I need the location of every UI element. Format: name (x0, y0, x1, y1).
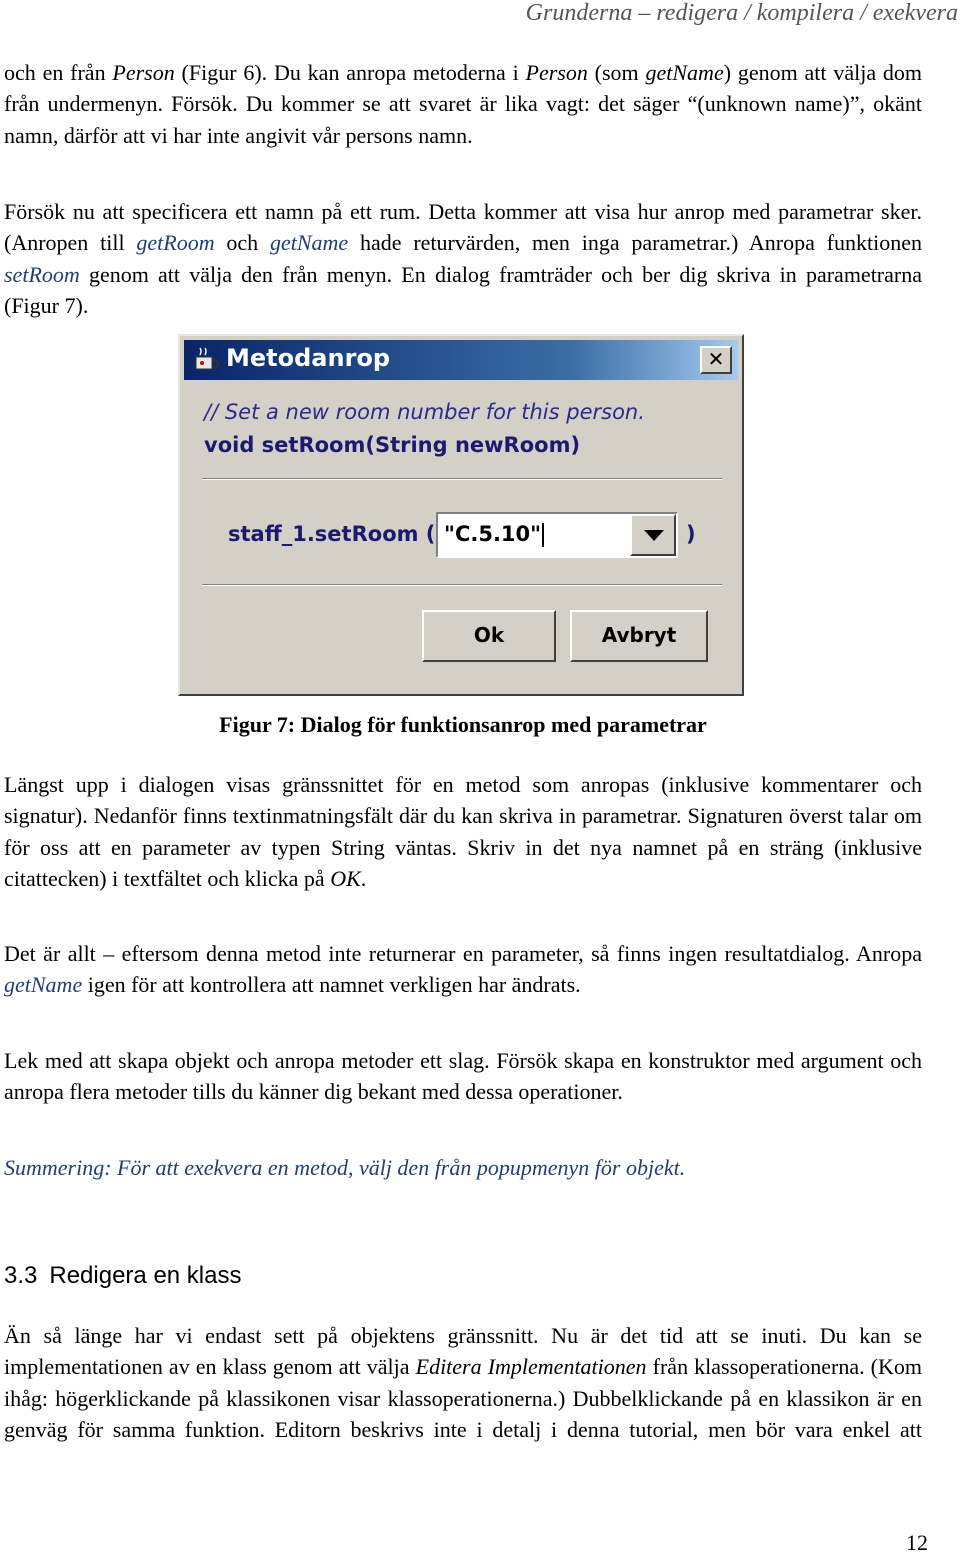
cancel-button[interactable]: Avbryt (570, 610, 708, 662)
paragraph-4 (4, 938, 922, 1001)
method-name: getName (269, 230, 349, 256)
class-name: Person (112, 60, 175, 85)
method-call-dialog (178, 334, 744, 696)
text: (Figur 6). Du kan anropa metoderna i (174, 60, 526, 85)
method-comment: // Set a new room number for this person. (204, 400, 645, 424)
parameter-value: "C.5.10" (444, 522, 542, 546)
text: och en från (4, 60, 113, 85)
text: genom att välja den från menyn. En dialog framträder och ber dig skriva in parametrarna (Figur 7). (4, 261, 922, 319)
close-icon: ✕ (707, 347, 725, 371)
section-number: 3.3 (4, 1262, 38, 1289)
divider (202, 584, 722, 586)
text-caret (542, 523, 544, 547)
text: Försök nu att specificera ett namn på ett rum. Detta kommer att visa hur anrop med parametrar sker. (Anropen till (4, 199, 922, 256)
button-reference: OK (330, 866, 361, 892)
text: igen för att kontrollera att namnet verkligen har ändrats. (82, 972, 581, 998)
dropdown-button[interactable] (630, 514, 676, 556)
paragraph-3 (4, 769, 922, 895)
text: Än så länge har vi endast sett på objektens gränssnitt. Nu är det tid att se inuti. Du kan se implementationen av en klass genom att välja (4, 1323, 922, 1380)
paragraph-6 (4, 1320, 922, 1446)
page-number: 12 (906, 1530, 928, 1555)
divider (202, 478, 722, 480)
dialog-title: Metodanrop (226, 344, 391, 372)
method-signature: void setRoom(String newRoom) (204, 433, 581, 457)
running-header: Grunderna – redigera / kompilera / exekvera (525, 0, 958, 26)
method-name: setRoom (4, 261, 80, 287)
text: hade returvärden, men inga parametrar.) Anropa funktionen (348, 230, 922, 256)
text: från klassoperationerna. (Kom ihåg: högerklickande på klassikonen visar klassoperationerna.) Dubbelklickande på en klassikon är en genväg för samma funktion. Editorn beskrivs inte i detalj i denna tutorial, men bör vara enkel att (4, 1354, 923, 1443)
text: Längst upp i dialogen visas gränssnittet för en metod som anropas (inklusive kommentarer och signatur). Nedanför finns textinmatningsfält där du kan skriva in parametrar. Signaturen överst talar om för oss att en parameter av typen String väntas. Skriv in det nya namnet på en sträng (inklusive citattecken) i textfältet och klicka på (4, 772, 922, 892)
class-name: Person (525, 60, 588, 85)
section-heading (4, 1262, 241, 1290)
text: ) genom att välja dom från undermenyn. Försök. Du kommer se att svaret är lika vagt: det säger “(unknown name)”, okänt namn, därför att vi har inte angivit vår persons namn. (4, 60, 923, 148)
parameter-combo[interactable] (436, 512, 678, 558)
paragraph-5: Lek med att skapa objekt och anropa metoder ett slag. Försök skapa en konstruktor med argument och anropa flera metoder tills du känner dig bekant med dessa operationer. (4, 1048, 922, 1105)
paragraph-2 (4, 196, 922, 322)
text: Det är allt – eftersom denna metod inte returnerar en parameter, så finns ingen resultatdialog. Anropa (4, 941, 922, 966)
method-name: getName (4, 972, 83, 998)
chevron-down-icon (644, 530, 664, 542)
method-name: getRoom (136, 230, 215, 256)
paragraph-1 (4, 57, 922, 151)
text: . (360, 866, 367, 892)
call-suffix: ) (686, 522, 696, 546)
parameter-input[interactable] (444, 522, 544, 547)
menu-reference: Editera Implementationen (415, 1354, 647, 1380)
section-title: Redigera en klass (49, 1262, 242, 1289)
figure-caption: Figur 7: Dialog för funktionsanrop med parametrar (219, 712, 707, 737)
method-name: getName (645, 60, 724, 85)
text: och (214, 230, 270, 256)
coffee-cup-icon (192, 347, 220, 373)
summary: Summering: För att exekvera en metod, välj den från popupmenyn för objekt. (4, 1155, 686, 1180)
ok-button[interactable]: Ok (422, 610, 556, 662)
call-prefix: staff_1.setRoom ( (228, 522, 436, 546)
dialog-titlebar[interactable] (184, 340, 738, 380)
text: (som (587, 60, 646, 85)
close-button[interactable] (700, 346, 732, 374)
